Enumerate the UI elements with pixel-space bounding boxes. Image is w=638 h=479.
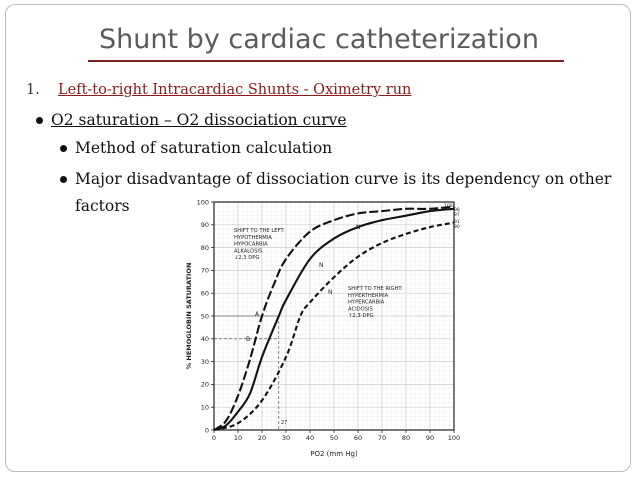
ann-left-line: ALKALOSIS <box>234 248 263 255</box>
outline-item-1-number: 1. <box>26 82 40 98</box>
edge-label-90: 90 <box>454 225 460 230</box>
y-tick-label: 0 <box>204 426 209 435</box>
x-tick-label: 90 <box>425 434 435 442</box>
y-tick-label: 10 <box>200 403 209 412</box>
ann-right-line: HYPERCARBIA <box>348 299 385 306</box>
y-tick-label: 80 <box>200 243 209 252</box>
ann-left-line: SHIFT TO THE LEFT: <box>234 228 285 234</box>
outline-subitem-1-text: O2 saturation – O2 dissociation curve <box>51 111 347 129</box>
y-tick-label: 40 <box>200 335 209 344</box>
edge-label-97: 97 <box>454 213 460 218</box>
x-tick-label: 50 <box>329 434 339 442</box>
ann-left-line: HYPOCARBIA <box>234 241 268 248</box>
x-tick-label: 40 <box>305 434 315 442</box>
p50-label: 27 <box>281 420 288 426</box>
edge-label-100: 100 <box>444 204 453 209</box>
outline-subitem-1b-line1: Major disadvantage of dissociation curve is its dependency on other <box>75 170 612 188</box>
slide-title: Shunt by cardiac catheterization <box>99 24 539 55</box>
edge-label-91: 91 <box>454 220 460 225</box>
x-tick-label: 20 <box>257 434 267 442</box>
x-tick-label: 30 <box>281 434 291 442</box>
y-tick-label: 70 <box>200 266 209 275</box>
outline-subitem-1a <box>60 139 332 157</box>
ann-left-line: ↓2,3 DPG <box>234 255 260 262</box>
outline-subitem-1b-line2: factors <box>75 197 130 215</box>
x-tick-label: 70 <box>377 434 387 442</box>
y-tick-label: 30 <box>200 357 209 366</box>
outline-item-1 <box>26 82 411 98</box>
outline-subitem-1a-text: Method of saturation calculation <box>75 139 333 157</box>
outline-subitem-1 <box>36 111 347 129</box>
y-tick-label: 90 <box>200 221 209 230</box>
x-tick-label: 60 <box>353 434 363 442</box>
y-tick-label: 50 <box>200 312 209 321</box>
edge-label-98: 98 <box>454 208 460 213</box>
x-tick-label: 80 <box>401 434 411 442</box>
ann-left-line: HYPOTHERMIA <box>234 234 272 241</box>
bullet-icon <box>36 117 43 124</box>
y-tick-label: 60 <box>200 289 209 298</box>
x-tick-label: 100 <box>447 434 461 442</box>
y-tick-label: 100 <box>196 198 209 207</box>
bullet-icon <box>60 176 67 183</box>
x-tick-label: 0 <box>211 434 217 442</box>
x-tick-label: 10 <box>233 434 243 442</box>
curve-label-n1: N <box>356 224 361 231</box>
x-axis-label: PO2 (mm Hg) <box>310 450 358 458</box>
bullet-icon <box>60 145 67 152</box>
outline-item-1-text: Left-to-right Intracardiac Shunts - Oximetry run <box>58 82 412 98</box>
y-tick-label: 20 <box>200 380 209 389</box>
curve-label-n3: N <box>328 289 333 296</box>
curve-label-n2: N <box>319 262 324 269</box>
ann-right-line: HYPERTHERMIA <box>348 292 389 299</box>
y-axis-label: % HEMOGLOBIN SATURATION <box>185 262 193 370</box>
ann-right-line: ↑2,3-DPG <box>348 313 374 320</box>
ann-right-line: ACIDOSIS <box>348 306 373 313</box>
point-label-b: B <box>246 336 251 343</box>
ann-right-line: SHIFT TO THE RIGHT: <box>348 286 403 292</box>
title-underline <box>88 60 564 62</box>
chart-svg <box>182 194 462 462</box>
oxygen-dissociation-chart <box>182 194 462 462</box>
point-label-a: A <box>255 311 260 318</box>
